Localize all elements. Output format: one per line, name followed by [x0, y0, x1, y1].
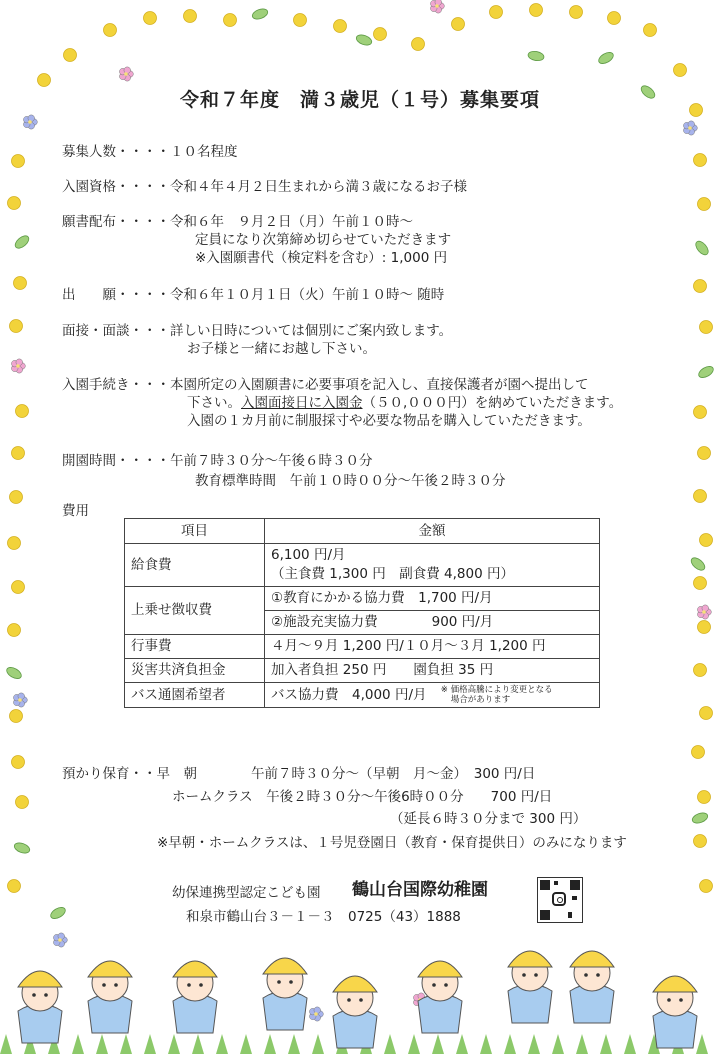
child-eye: [584, 973, 588, 977]
price-note-2: 場合があります: [450, 695, 511, 705]
child-hat: [333, 976, 377, 992]
yellow-dot: [698, 447, 711, 460]
child-hat: [18, 971, 62, 987]
entrance-fee-underlined: 入園面接日に入園金: [241, 395, 363, 411]
yellow-dot: [674, 64, 687, 77]
school-address: 和泉市鶴山台３－１－３ 0725（43）1888: [186, 909, 461, 925]
flower-icon: [58, 938, 62, 942]
flower-petal: [18, 693, 25, 700]
flower-icon: [435, 4, 439, 8]
child-hat: [570, 951, 614, 967]
yellow-dot: [692, 746, 705, 759]
qr-finder: [570, 880, 580, 890]
event-value: ４月～９月 1,200 円/１０月～３月 1,200 円: [265, 635, 600, 659]
table-row: [125, 683, 600, 708]
yellow-dot: [8, 537, 21, 550]
grass-blade: [96, 1034, 108, 1054]
child-eye: [534, 973, 538, 977]
qr-module: [554, 881, 558, 885]
leaf-icon: [693, 239, 710, 257]
eligibility-line: 入園資格・・・・令和４年４月２日生まれから満３歳になるお子様: [62, 179, 467, 195]
flower-icon: [28, 120, 32, 124]
yellow-dot: [8, 197, 21, 210]
table-row: [125, 659, 600, 683]
child-eye: [522, 973, 526, 977]
grass-blade: [216, 1034, 228, 1054]
child-eye: [347, 998, 351, 1002]
flower-icon: [16, 364, 20, 368]
grass-blade: [504, 1034, 516, 1054]
yellow-dot: [224, 14, 237, 27]
grass-blade: [168, 1034, 180, 1054]
leaf-icon: [527, 50, 544, 62]
grass-blade: [264, 1034, 276, 1054]
child-eye: [444, 983, 448, 987]
leaf-icon: [355, 33, 373, 47]
instagram-icon: [552, 892, 566, 906]
qr-module: [572, 896, 577, 900]
insurance-value: 加入者負担 250 円 園負担 35 円: [265, 659, 600, 683]
yellow-dot: [12, 756, 25, 769]
yellow-dot: [700, 880, 713, 893]
grass-blade: [240, 1034, 252, 1054]
child-eye: [32, 993, 36, 997]
flower-icon: [314, 1012, 318, 1016]
grass-blade: [312, 1034, 324, 1054]
yellow-dot: [16, 796, 29, 809]
flower-icon: [18, 698, 22, 702]
bus-value: [265, 683, 600, 708]
yellow-dot: [8, 624, 21, 637]
leaf-icon: [697, 364, 715, 380]
qr-code[interactable]: [537, 877, 583, 923]
qr-module: [568, 912, 572, 918]
header-item: 項目: [125, 519, 265, 544]
leaf-icon: [689, 555, 707, 572]
yellow-dot: [334, 20, 347, 33]
yellow-dot: [490, 6, 503, 19]
yellow-dot: [700, 321, 713, 334]
childcare-early-line: 預かり保育・・早 朝 午前７時３０分～（早朝 月～金） 300 円/日: [62, 766, 536, 782]
child-hat: [173, 961, 217, 977]
flower-petal: [16, 359, 23, 366]
lunch-amount: 6,100 円/月: [271, 547, 346, 563]
leaf-icon: [49, 905, 67, 921]
yellow-dot: [10, 320, 23, 333]
insurance-label: 災害共済負担金: [125, 659, 265, 683]
yellow-dot: [570, 6, 583, 19]
child-eye: [114, 983, 118, 987]
yellow-dot: [184, 10, 197, 23]
yellow-dot: [700, 534, 713, 547]
yellow-dot: [10, 710, 23, 723]
yellow-dot: [104, 24, 117, 37]
child-eye: [199, 983, 203, 987]
flower-icon: [688, 126, 692, 130]
child-eye: [44, 993, 48, 997]
yellow-dot: [698, 621, 711, 634]
flower-petal: [28, 115, 35, 122]
yellow-dot: [12, 447, 25, 460]
yellow-dot: [8, 880, 21, 893]
grass-blade: [288, 1034, 300, 1054]
flower-petal: [688, 121, 695, 128]
hours-line: 開園時間・・・・午前７時３０分～午後６時３０分: [62, 453, 373, 469]
fee-table: [124, 518, 600, 708]
yellow-dot: [38, 74, 51, 87]
qr-finder: [540, 880, 550, 890]
distribution-line: 願書配布・・・・令和６年 ９月２日（月）午前１０時～: [62, 214, 413, 230]
grass-blade: [576, 1034, 588, 1054]
leaf-icon: [13, 233, 31, 250]
yellow-dot: [694, 577, 707, 590]
price-note: [441, 685, 553, 705]
child-eye: [596, 973, 600, 977]
child-hat: [418, 961, 462, 977]
lunch-breakdown: （主食費 1,300 円 副食費 4,800 円）: [271, 566, 514, 582]
grass-blade: [0, 1034, 12, 1054]
yellow-dot: [644, 24, 657, 37]
child-eye: [277, 980, 281, 984]
yellow-dot: [700, 707, 713, 720]
flower-petal: [58, 933, 65, 940]
yellow-dot: [694, 406, 707, 419]
yellow-dot: [374, 28, 387, 41]
yellow-dot: [698, 791, 711, 804]
child-hat: [88, 961, 132, 977]
yellow-dot: [530, 4, 543, 17]
flower-petal: [702, 605, 709, 612]
bus-label: バス通園希望者: [125, 683, 265, 708]
yellow-dot: [608, 12, 621, 25]
child-eye: [289, 980, 293, 984]
leaf-icon: [691, 811, 709, 825]
child-hat: [263, 958, 307, 974]
procedure-text: 下さい。: [187, 395, 241, 411]
header-amount: 金額: [265, 519, 600, 544]
child-hat: [508, 951, 552, 967]
grass-blade: [480, 1034, 492, 1054]
school-name: 鶴山台国際幼稚園: [352, 880, 488, 900]
grass-blade: [456, 1034, 468, 1054]
grass-blade: [192, 1034, 204, 1054]
leaf-icon: [251, 7, 269, 21]
leaf-icon: [597, 50, 615, 66]
interview-line: 面接・面談・・・詳しい日時については個別にご案内致します。: [62, 323, 453, 339]
application-fee-note: ※入園願書代（検定料を含む）: 1,000 円: [195, 250, 448, 266]
grass-blade: [432, 1034, 444, 1054]
distribution-note: 定員になり次第締め切らせていただきます: [195, 232, 452, 248]
yellow-dot: [694, 154, 707, 167]
school-type: 幼保連携型認定こども園: [172, 885, 321, 901]
lunch-value: [265, 544, 600, 587]
yellow-dot: [144, 12, 157, 25]
child-eye: [432, 983, 436, 987]
lunch-label: 給食費: [125, 544, 265, 587]
leaf-icon: [5, 665, 23, 681]
grass-blade: [600, 1034, 612, 1054]
application-line: 出 願・・・・令和６年１０月１日（火）午前１０時～ 随時: [62, 287, 445, 303]
child-eye: [667, 998, 671, 1002]
grass-blade: [408, 1034, 420, 1054]
extra-value-2: ②施設充実協力費 900 円/月: [265, 611, 600, 635]
yellow-dot: [694, 490, 707, 503]
child-eye: [187, 983, 191, 987]
yellow-dot: [294, 14, 307, 27]
qr-finder: [540, 910, 550, 920]
flower-petal: [124, 67, 131, 74]
grass-blade: [552, 1034, 564, 1054]
grass-blade: [528, 1034, 540, 1054]
table-row: [125, 587, 600, 611]
flower-icon: [124, 72, 128, 76]
table-header-row: [125, 519, 600, 544]
yellow-dot: [64, 49, 77, 62]
child-eye: [359, 998, 363, 1002]
yellow-dot: [12, 581, 25, 594]
extra-label: 上乗せ徴収費: [125, 587, 265, 635]
yellow-dot: [698, 198, 711, 211]
grass-blade: [384, 1034, 396, 1054]
childcare-home-line: ホームクラス 午後２時３０分～午後6時００分 700 円/日: [172, 789, 553, 805]
yellow-dot: [12, 155, 25, 168]
flower-petal: [314, 1007, 321, 1014]
bus-fee: バス協力費 4,000 円/月: [271, 687, 427, 703]
table-row: [125, 544, 600, 587]
child-eye: [102, 983, 106, 987]
grass-blade: [144, 1034, 156, 1054]
yellow-dot: [694, 835, 707, 848]
yellow-dot: [452, 18, 465, 31]
yellow-dot: [14, 277, 27, 290]
entrance-fee-amount: （５０,０００円）を納めていただきます。: [362, 395, 623, 411]
yellow-dot: [10, 491, 23, 504]
childcare-extension-line: （延長６時３０分まで 300 円）: [390, 811, 587, 827]
fees-heading: 費用: [62, 503, 89, 519]
extra-value-1: ①教育にかかる協力費 1,700 円/月: [265, 587, 600, 611]
table-row: [125, 635, 600, 659]
event-label: 行事費: [125, 635, 265, 659]
procedure-line-2: [187, 394, 622, 413]
standard-hours-line: 教育標準時間 午前１０時００分～午後２時３０分: [195, 473, 506, 489]
child-hat: [653, 976, 697, 992]
procedure-line: 入園手続き・・・本園所定の入園願書に必要事項を記入し、直接保護者が園へ提出して: [62, 377, 589, 393]
yellow-dot: [694, 280, 707, 293]
grass-blade: [120, 1034, 132, 1054]
yellow-dot: [412, 38, 425, 51]
price-note-1: ※ 価格高騰により変更となる: [440, 685, 553, 695]
grass-blade: [72, 1034, 84, 1054]
leaf-icon: [13, 841, 31, 855]
childcare-note: ※早朝・ホームクラスは、１号児登園日（教育・保育提供日）のみになります: [157, 835, 627, 851]
capacity-line: 募集人数・・・・１０名程度: [62, 144, 238, 160]
interview-note: お子様と一緒にお越し下さい。: [187, 341, 376, 357]
page-title: 令和７年度 満３歳児（１号）募集要項: [179, 89, 540, 111]
yellow-dot: [694, 664, 707, 677]
procedure-note: 入園の１カ月前に制服採寸や必要な物品を購入していただきます。: [187, 413, 591, 429]
grass-blade: [624, 1034, 636, 1054]
yellow-dot: [16, 405, 29, 418]
grass-blade: [696, 1034, 708, 1054]
flower-icon: [702, 610, 706, 614]
child-eye: [679, 998, 683, 1002]
